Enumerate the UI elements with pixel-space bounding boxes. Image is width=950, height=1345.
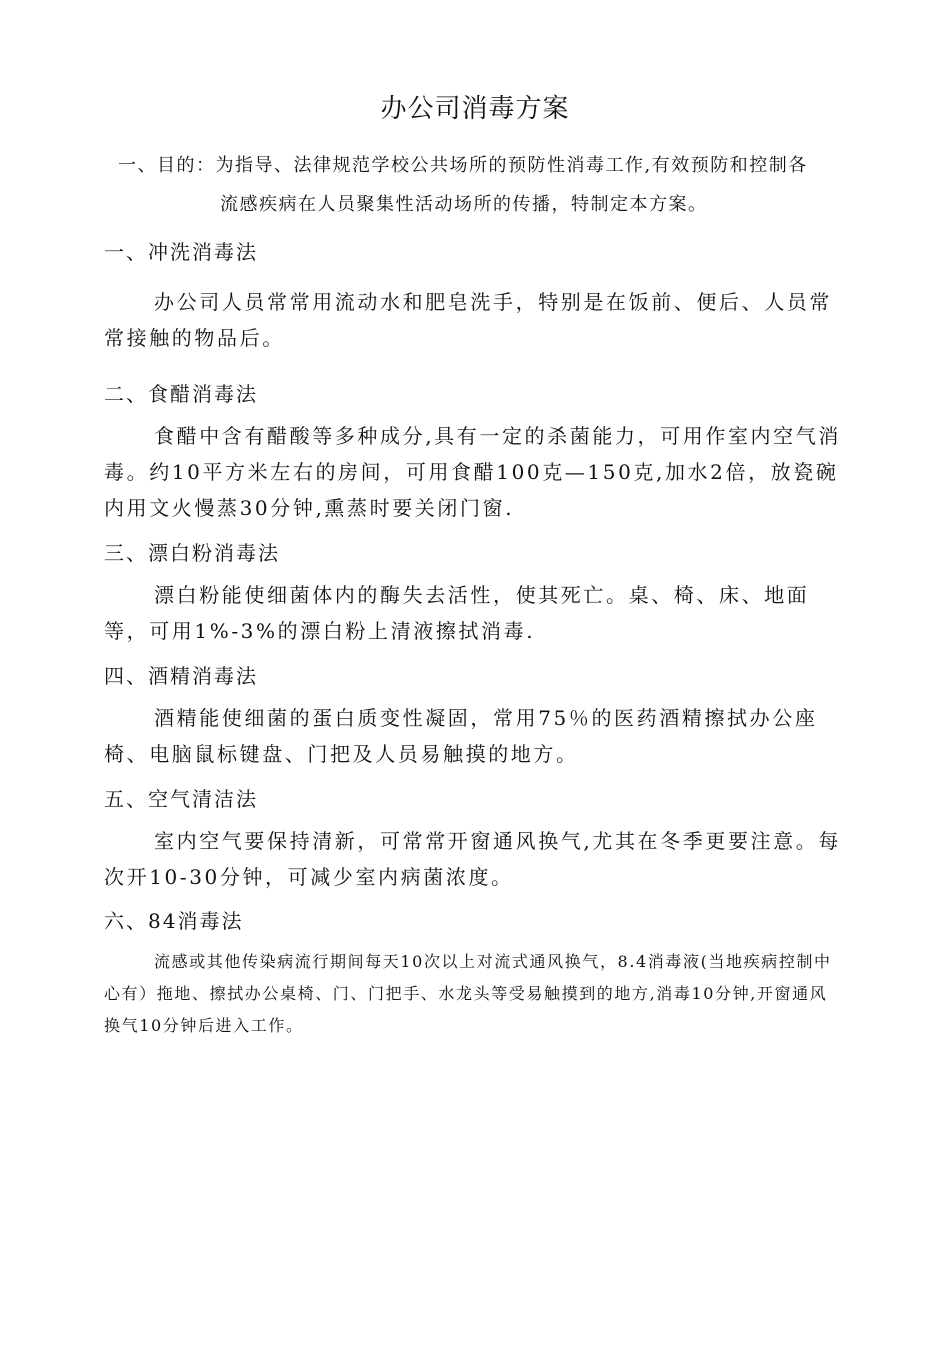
section-4-body: 酒精能使细菌的蛋白质变性凝固，常用75％的医药酒精擦拭办公座椅、电脑鼠标键盘、门把及人员易触摸的地方。 bbox=[104, 706, 818, 766]
section-1-heading: 一、冲洗消毒法 bbox=[104, 240, 258, 264]
section-5-body: 室内空气要保持清新，可常常开窗通风换气,尤其在冬季更要注意。每次开10-30分钟，可减少室内病菌浓度。 bbox=[104, 829, 841, 889]
section-4-heading: 四、酒精消毒法 bbox=[104, 664, 258, 688]
purpose-line-2: 流感疾病在人员聚集性活动场所的传播，特制定本方案。 bbox=[220, 194, 708, 215]
section-3-body: 漂白粉能使细菌体内的酶失去活性，使其死亡。桌、椅、床、地面等，可用1%-3%的漂白粉上清液擦拭消毒. bbox=[104, 583, 810, 643]
document-title: 办公司消毒方案 bbox=[380, 94, 570, 124]
section-3-heading: 三、漂白粉消毒法 bbox=[104, 541, 280, 565]
section-2-heading: 二、食醋消毒法 bbox=[104, 382, 258, 406]
section-6-body: 流感或其他传染病流行期间每天10次以上对流式通风换气，8.4消毒液(当地疾病控制中心有）拖地、擦拭办公桌椅、门、门把手、水龙头等受易触摸到的地方,消毒10分钟,开窗通风换气10分钟后进入工作。 bbox=[104, 952, 832, 1035]
section-6-heading: 六、84消毒法 bbox=[104, 909, 244, 933]
purpose-paragraph bbox=[100, 146, 860, 224]
section-1-body: 办公司人员常常用流动水和肥皂洗手，特别是在饭前、便后、人员常常接触的物品后。 bbox=[104, 290, 832, 350]
section-5-heading: 五、空气清洁法 bbox=[104, 787, 258, 811]
purpose-line-1: 一、目的：为指导、法律规范学校公共场所的预防性消毒工作,有效预防和控制各 bbox=[118, 155, 808, 176]
section-2-body: 食醋中含有醋酸等多种成分,具有一定的杀菌能力，可用作室内空气消毒。约10平方米左右的房间，可用食醋100克—150克,加水2倍，放瓷碗内用文火慢蒸30分钟,熏蒸时要关闭门窗. bbox=[104, 424, 841, 520]
